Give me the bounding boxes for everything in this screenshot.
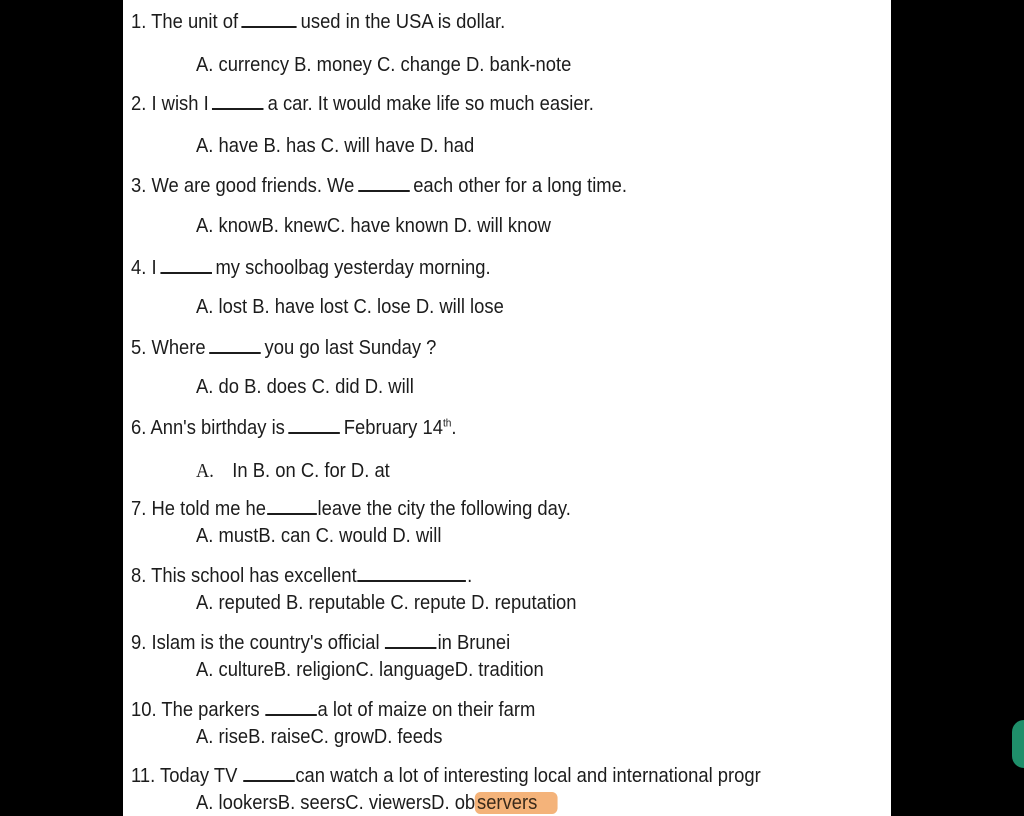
question-3-stem-start: 3. We are good friends. We xyxy=(131,175,355,197)
ordinal-suffix: th xyxy=(442,417,452,430)
question-6-options xyxy=(196,459,390,483)
question-3-stem-end: each other for a long time. xyxy=(413,175,627,197)
question-2-stem-end: a car. It would make life so much easier. xyxy=(267,93,594,115)
question-6-option-list: In B. on C. for D. at xyxy=(232,460,390,482)
worksheet-page xyxy=(123,0,891,816)
side-handle[interactable] xyxy=(1012,720,1024,768)
question-8 xyxy=(131,564,472,588)
answer-blank xyxy=(242,22,297,28)
answer-blank xyxy=(243,776,295,782)
question-5-stem-start: 5. Where xyxy=(131,337,206,359)
question-4 xyxy=(131,256,491,280)
question-2-options: A. have B. has C. will have D. had xyxy=(196,135,475,157)
question-5 xyxy=(131,336,436,360)
option-a-label: A. xyxy=(196,460,214,482)
answer-blank xyxy=(209,348,261,354)
question-7 xyxy=(131,497,571,521)
question-9-options: A. cultureB. religionC. languageD. tradition xyxy=(196,659,544,681)
answer-blank xyxy=(385,643,437,649)
answer-blank xyxy=(212,104,264,110)
answer-blank xyxy=(160,268,212,274)
question-5-stem-end: you go last Sunday ? xyxy=(264,337,437,359)
question-3 xyxy=(131,174,627,198)
question-6 xyxy=(131,416,457,440)
question-11-stem-start: 11. Today TV xyxy=(131,765,238,787)
question-7-options: A. mustB. can C. would D. will xyxy=(196,525,442,547)
question-9-stem-end: in Brunei xyxy=(437,632,511,654)
question-5-options: A. do B. does C. did D. will xyxy=(196,376,414,398)
question-1-stem-start: 1. The unit of xyxy=(131,11,239,33)
question-2-stem-start: 2. I wish I xyxy=(131,93,209,115)
question-4-stem-end: my schoolbag yesterday morning. xyxy=(215,257,491,279)
question-8-options: A. reputed B. reputable C. repute D. reputation xyxy=(196,592,577,614)
answer-blank xyxy=(265,710,317,716)
question-11-options-main: A. lookersB. seersC. viewersD. ob xyxy=(196,792,476,814)
question-1-stem-end: used in the USA is dollar. xyxy=(300,11,506,33)
question-11 xyxy=(131,764,761,788)
question-10-stem-end: a lot of maize on their farm xyxy=(317,699,536,721)
question-11-stem-end: can watch a lot of interesting local and international progr xyxy=(295,765,761,787)
question-1 xyxy=(131,10,505,34)
question-9 xyxy=(131,631,510,655)
question-8-stem-end: . xyxy=(467,565,473,587)
answer-blank xyxy=(358,576,467,582)
question-7-stem-start: 7. He told me he xyxy=(131,498,267,520)
question-9-stem-start: 9. Islam is the country's official xyxy=(131,632,380,654)
question-3-options: A. knowB. knewC. have known D. will know xyxy=(196,215,551,237)
question-6-stem-end: February 14 xyxy=(343,417,443,439)
question-10-stem-start: 10. The parkers xyxy=(131,699,260,721)
question-4-stem-start: 4. I xyxy=(131,257,157,279)
question-11-options xyxy=(196,791,558,815)
question-10 xyxy=(131,698,535,722)
question-1-options: A. currency B. money C. change D. bank-note xyxy=(196,54,572,76)
highlighted-text: servers xyxy=(475,792,557,814)
question-6-stem-start: 6. Ann's birthday is xyxy=(131,417,285,439)
question-4-options: A. lost B. have lost C. lose D. will lose xyxy=(196,296,504,318)
answer-blank xyxy=(267,509,317,515)
answer-blank xyxy=(358,186,410,192)
question-7-stem-end: leave the city the following day. xyxy=(317,498,571,520)
question-2 xyxy=(131,92,594,116)
answer-blank xyxy=(289,428,341,434)
question-8-stem-start: 8. This school has excellent xyxy=(131,565,357,587)
question-6-period: . xyxy=(451,417,457,439)
question-10-options: A. riseB. raiseC. growD. feeds xyxy=(196,726,443,748)
